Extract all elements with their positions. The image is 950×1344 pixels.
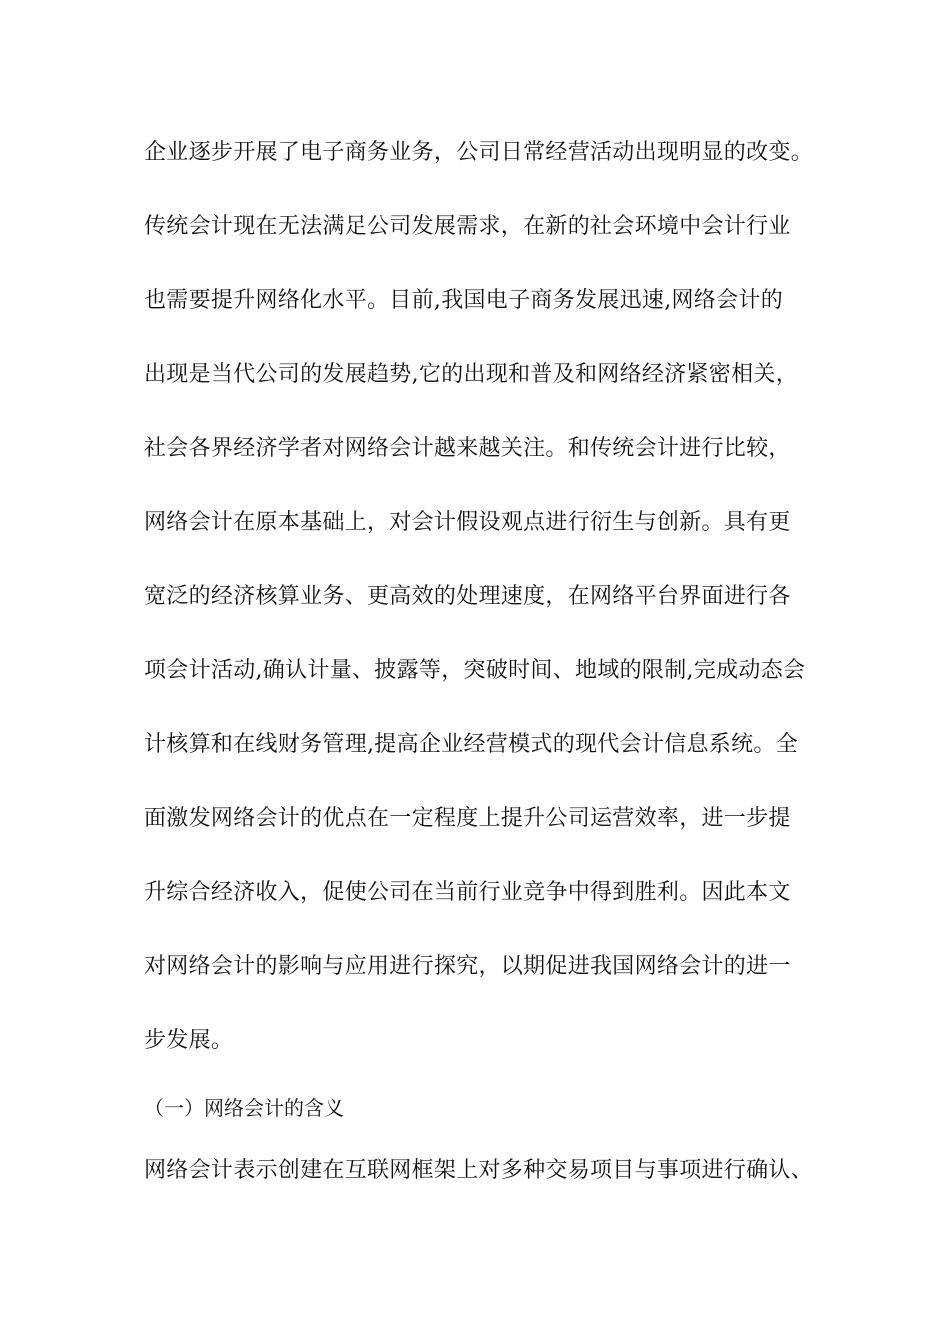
section-heading: （一）网络会计的含义 xyxy=(144,1096,344,1120)
paragraph-line: 出现是当代公司的发展趋势,它的出现和普及和网络经济紧密相关， xyxy=(144,362,798,387)
paragraph-line: 面激发网络会计的优点在一定程度上提升公司运营效率，进一步提 xyxy=(144,806,791,831)
paragraph-line: 对网络会计的影响与应用进行探究，以期促进我国网络会计的进一 xyxy=(144,954,791,979)
paragraph-line: 网络会计表示创建在互联网框架上对多种交易项目与事项进行确认、 xyxy=(144,1158,814,1183)
paragraph-line: 宽泛的经济核算业务、更高效的处理速度，在网络平台界面进行各 xyxy=(144,584,791,609)
paragraph-line: 计核算和在线财务管理,提高企业经营模式的现代会计信息系统。全 xyxy=(144,732,798,757)
paragraph-line: 也需要提升网络化水平。目前,我国电子商务发展迅速,网络会计的 xyxy=(144,288,783,313)
paragraph-line: 社会各界经济学者对网络会计越来越关注。和传统会计进行比较， xyxy=(144,436,791,461)
paragraph-line: 项会计活动,确认计量、披露等，突破时间、地域的限制,完成动态会 xyxy=(144,658,806,683)
paragraph-line: 步发展。 xyxy=(144,1028,234,1053)
paragraph-line: 升综合经济收入，促使公司在当前行业竞争中得到胜利。因此本文 xyxy=(144,880,791,905)
paragraph-line: 传统会计现在无法满足公司发展需求，在新的社会环境中会计行业 xyxy=(144,214,791,239)
paragraph-line: 网络会计在原本基础上，对会计假设观点进行衍生与创新。具有更 xyxy=(144,510,791,535)
paragraph-line: 企业逐步开展了电子商务业务，公司日常经营活动出现明显的改变。 xyxy=(144,140,814,165)
